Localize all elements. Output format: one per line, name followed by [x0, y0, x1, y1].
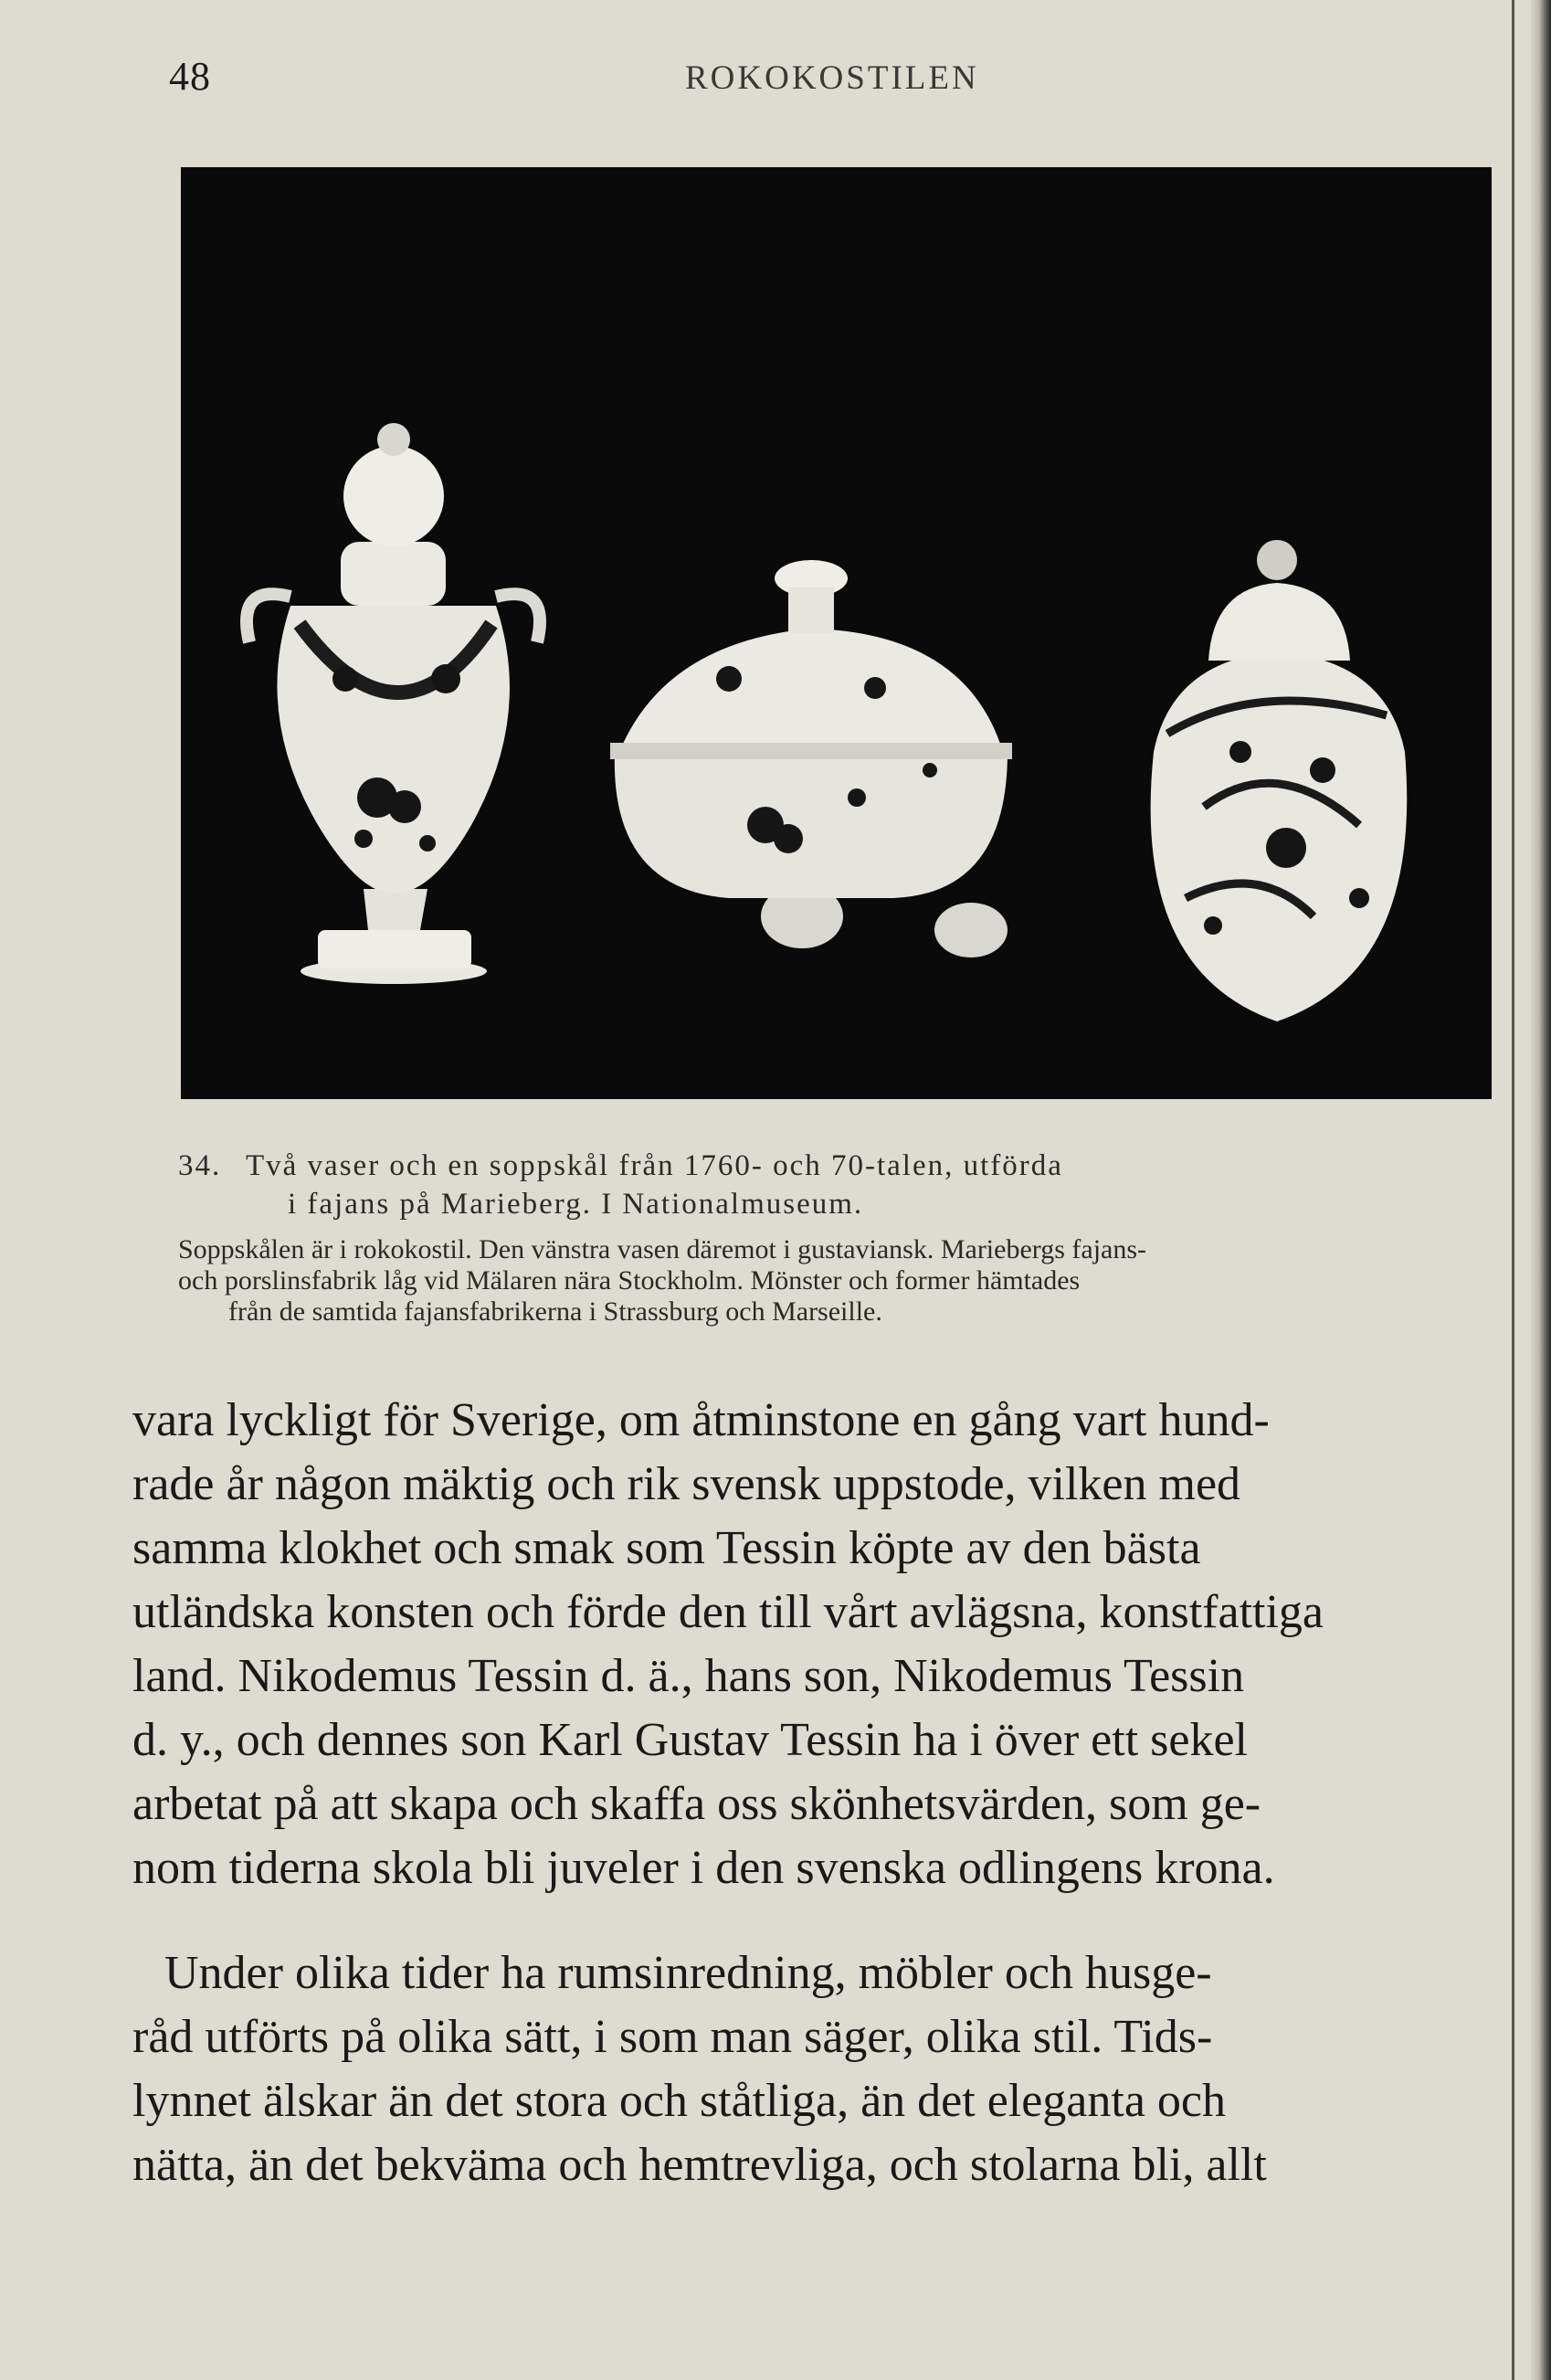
text-line: rade år någon mäktig och rik svensk uppstode, vilken med — [132, 1458, 1241, 1510]
text-line: land. Nikodemus Tessin d. ä., hans son, Nikodemus Tessin — [132, 1650, 1245, 1702]
body-paragraph-1 — [132, 1389, 1512, 1900]
text-line: råd utförts på olika sätt, i som man säger, olika stil. Tids- — [132, 2011, 1213, 2063]
caption-body-line: Soppskålen är i rokokostil. Den vänstra vasen däremot i gustaviansk. Mariebergs fajans- — [178, 1234, 1147, 1264]
text-line: d. y., och dennes son Karl Gustav Tessin ha i över ett sekel — [132, 1714, 1248, 1766]
page-gutter-line — [1512, 0, 1514, 2380]
text-line: arbetat på att skapa och skaffa oss skönhetsvärden, som ge- — [132, 1778, 1261, 1830]
text-line: Under olika tider ha rumsinredning, möbler och husge- — [164, 1947, 1212, 1999]
running-title: ROKOKOSTILEN — [685, 59, 979, 97]
text-line: utländska konsten och förde den till vårt avlägsna, konstfattiga — [132, 1586, 1324, 1638]
caption-body-line: och porslinsfabrik låg vid Mälaren nära Stockholm. Mönster och former hämtades — [178, 1265, 1081, 1296]
text-line: nom tiderna skola bli juveler i den svenska odlingens krona. — [132, 1842, 1275, 1894]
body-paragraph-2 — [132, 1941, 1512, 2197]
page-header — [0, 46, 1551, 100]
caption-title-line-2: i fajans på Marieberg. I Nationalmuseum. — [288, 1188, 864, 1221]
photograph-faience-vessels — [181, 167, 1492, 1099]
caption-title-line-1: 34. Två vaser och en soppskål från 1760- och 70-talen, utförda — [178, 1147, 1493, 1185]
caption-body — [178, 1234, 1493, 1328]
text-line: samma klokhet och smak som Tessin köpte av den bästa — [132, 1522, 1201, 1574]
page-edge-shadow — [1531, 0, 1551, 2380]
figure-caption — [178, 1147, 1493, 1328]
text-line: lynnet älskar än det stora och ståtliga, än det eleganta och — [132, 2075, 1226, 2127]
caption-body-line: från de samtida fajansfabrikerna i Strassburg och Marseille. — [228, 1296, 882, 1327]
page-number: 48 — [169, 54, 211, 99]
caption-number: 34. — [178, 1149, 222, 1182]
text-line: vara lyckligt för Sverige, om åtminstone en gång vart hund- — [132, 1394, 1270, 1446]
text-line: nätta, än det bekväma och hemtrevliga, och stolarna bli, allt — [132, 2139, 1267, 2191]
